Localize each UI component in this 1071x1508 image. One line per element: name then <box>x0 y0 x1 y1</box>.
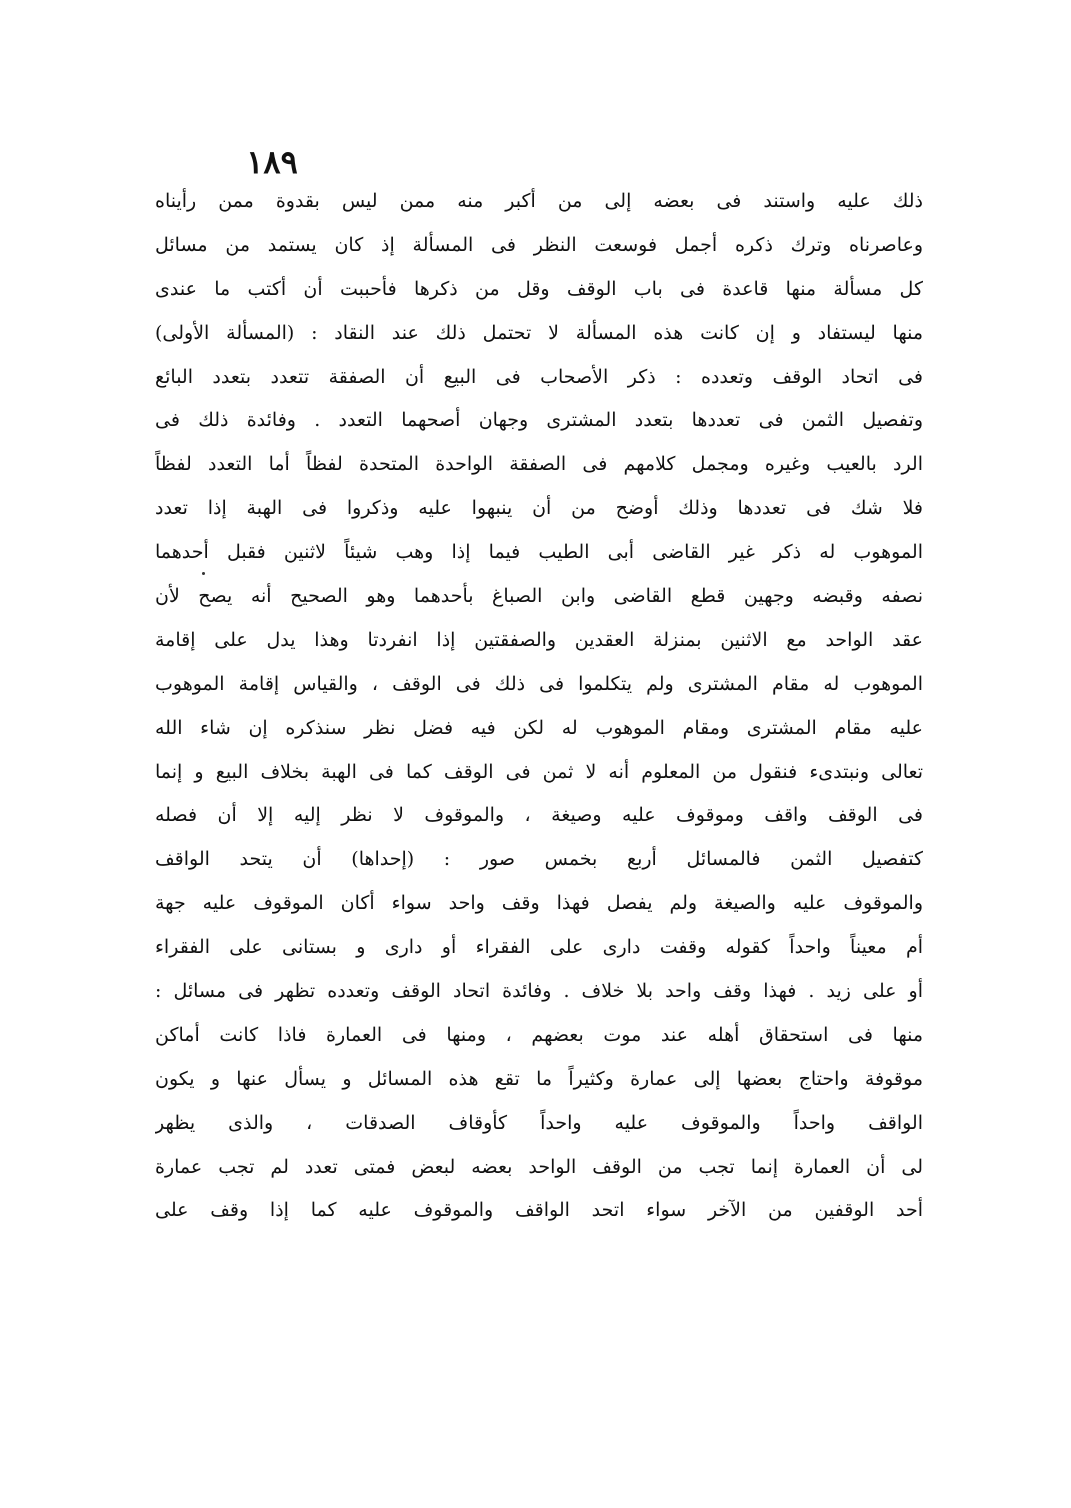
text-line: منها ليستفاد و إن كانت هذه المسألة لا تحتمل ذلك عند النقاد : (المسألة الأولى) <box>155 321 923 344</box>
text-line: تعالى ونبتدىء فنقول من المعلوم أنه لا ثمن فى الوقف كما فى الهبة بخلاف البيع و إنما <box>155 760 923 783</box>
text-line: عقد الواحد مع الاثنين بمنزلة العقدين والصفقتين إذا انفردتا وهذا يدل على إقامة <box>155 628 923 651</box>
text-line: أحد الوقفين من الآخر سواء اتحد الواقف والموقوف عليه كما إذا وقف على <box>155 1199 923 1222</box>
text-line: ذلك عليه واستند فى بعضه إلى من أكبر منه ممن ليس بقدوة ممن رأيناه <box>155 190 923 212</box>
text-line: عليه مقام المشترى ومقام الموهوب له لكن فيه فضل نظر سنذكره إن شاء الله <box>155 716 923 739</box>
text-line: الرد بالعيب وغيره ومجمل كلامهم فى الصفقة الواحدة المتحدة لفظاً أما التعدد لفظاً <box>155 453 923 476</box>
text-line: أو على زيد . فهذا وقف واحد بلا خلاف . وفائدة اتحاد الوقف وتعدده تظهر فى مسائل : <box>155 980 923 1003</box>
text-line: الواقف واحداً والموقوف عليه واحداً كأوقاف الصدقات ، والذى يظهر <box>155 1111 923 1134</box>
text-line: نصفه وقبضه وجهين قطع القاضى وابن الصباغ بأحدهما وهو الصحيح أنه يصح لأن <box>155 585 923 608</box>
text-line: الموهوب له ذكر غير القاضى أبى الطيب فيما إذا وهب شيئاً لاثنين فقبل أحدهما <box>155 541 923 564</box>
text-line: والموقوف عليه والصيغة ولم يفصل فهذا وقف واحد سواء أكان الموقوف عليه جهة <box>155 892 923 915</box>
text-line: فى الوقف واقف وموقوف عليه وصيغة ، والموقوف لا نظر إليه إلا أن فصله <box>155 804 923 827</box>
text-line: فلا شك فى تعددها وذلك أوضح من أن ينبهوا عليه وذكروا فى الهبة إذا تعدد <box>155 497 923 520</box>
text-line: وعاصرناه وترك ذكره أجمل فوسعت النظر فى المسألة إذ كان يستمد من مسائل <box>155 233 923 256</box>
text-line: فى اتحاد الوقف وتعدده : ذكر الأصحاب فى البيع أن الصفقة تتعدد بتعدد البائع <box>155 365 923 388</box>
text-line: أم معيناً واحداً كقوله وقفت دارى على الفقراء أو دارى و بستانى على الفقراء <box>155 936 923 959</box>
body-text <box>155 180 923 1233</box>
page-number: ١٨٩ <box>246 143 298 181</box>
text-line: كل مسألة منها قاعدة فى باب الوقف وقل من ذكرها فأحببت أن أكتب ما عندى <box>155 277 923 300</box>
text-line: منها فى استحقاق أهله عند موت بعضهم ، ومنها فى العمارة فاذا كانت أماكن <box>155 1023 923 1046</box>
text-line: كتفصيل الثمن فالمسائل أربع بخمس صور : (إحداها) أن يتحد الواقف <box>155 848 923 871</box>
text-line: وتفصيل الثمن فى تعددها بتعدد المشترى وجهان أصحهما التعدد . وفائدة ذلك فى <box>155 409 923 432</box>
text-line: موقوفة واحتاج بعضها إلى عمارة وكثيراً ما تقع هذه المسائل و يسأل عنها و يكون <box>155 1067 923 1090</box>
text-line: لى أن العمارة إنما تجب من الوقف الواحد بعضه لبعض فمتى تعدد لم تجب عمارة <box>155 1155 923 1178</box>
text-line: الموهوب له مقام المشترى ولم يتكلموا فى ذلك فى الوقف ، والقياس إقامة الموهوب <box>155 672 923 695</box>
